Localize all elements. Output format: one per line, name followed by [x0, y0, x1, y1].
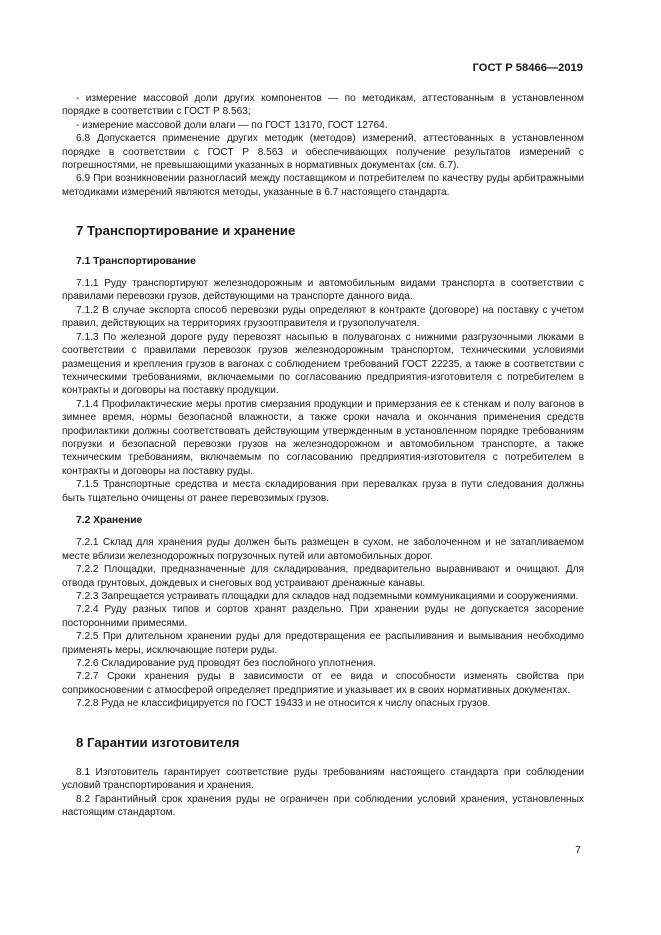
page-number: 7 — [575, 844, 581, 856]
document-header: ГОСТ Р 58466—2019 — [472, 62, 583, 74]
subsection-heading: 7.2 Хранение — [76, 514, 143, 526]
paragraph: 7.1.2 В случае экспорта способ перевозки руды определяют в контракте (договоре) на поставку с учетом правил, действующих на территориях грузоотправителя и грузополучателя. — [62, 304, 584, 330]
paragraph: 7.2.7 Сроки хранения руды в зависимости от ее вида и способности изменять свойства при соприкосновении с атмосферой определяет предприятие и указывает их в своих нормативных документах. — [62, 671, 584, 696]
paragraph: 7.1.1 Руду транспортируют железнодорожным и автомобильным видами транспорта в соответствии с правилами перевозки грузов, действующими на транспорте данного вида. — [62, 278, 584, 303]
paragraph: - измерение массовой доли влаги — по ГОСТ 13170, ГОСТ 12764. — [76, 119, 388, 131]
paragraph: 7.1.3 По железной дороге руду перевозят насыпью в полувагонах с нижними разгрузочными люками в соответствии с правилами перевозок грузов железнодорожным транспортом, техническими условиями размещения и крепления грузов в вагонах с соблюдением требований ГОСТ 22235, а также в соответствии с техническими требованиями, включаемыми по согласованию предприятия-изготовителя с потребителем в контракты и договоры на поставку продукции. — [62, 331, 584, 397]
paragraph: 7.2.5 При длительном хранении руды для предотвращения ее распыливания и вымывания необходимо применять меры, исключающие потери руды. — [62, 631, 584, 656]
paragraph: - измерение массовой доли других компонентов — по методикам, аттестованным в установленном порядке в соответствии с ГОСТ Р 8.563; — [62, 93, 584, 118]
paragraph: 6.9 При возникновении разногласий между поставщиком и потребителем по качеству руды арбитражными методиками измерений являются методы, указанные в 6.7 настоящего стандарта. — [62, 173, 584, 198]
paragraph: 7.2.6 Складирование руд проводят без послойного уплотнения. — [76, 658, 376, 670]
paragraph: 8.2 Гарантийный срок хранения руды не ограничен при соблюдении условий хранения, установленных настоящим стандартом. — [62, 793, 584, 819]
subsection-heading: 7.1 Транспортирование — [76, 255, 196, 267]
paragraph: 7.1.4 Профилактические меры против смерзания продукции и примерзания ее к стенкам и полу вагонов в зимнее время, нормы безопасной влажности, а также сроки начала и окончания применения средств профилактики должны соответствовать действующим утвержденным в установленном порядке требованиям погрузки и безопасной перевозки грузов на железнодорожном и автомобильном транспорте, а также техническим требованиям, включаемым по согласованию предприятия-изготовителя с потребителем в контракты и договоры на поставку руды. — [62, 398, 584, 477]
paragraph: 7.2.8 Руда не классифицируется по ГОСТ 19433 и не относится к числу опасных грузов. — [76, 698, 491, 710]
section-heading: 8 Гарантии изготовителя — [76, 734, 240, 750]
page-body — [62, 92, 584, 820]
paragraph: 7.2.2 Площадки, предназначенные для складирования, предварительно выравнивают и очищают. Для отвода грунтовых, дождевых и снеговых вод устраивают дренажные канавы. — [62, 564, 584, 589]
paragraph: 6.8 Допускается применение других методик (методов) измерений, аттестованных в установленном порядке в соответствии с ГОСТ Р 8.563 и обеспечивающих получение результатов измерений с погрешностями, не превышающими указанных в нормативных документах (см. 6.7). — [62, 133, 584, 172]
paragraph: 7.2.1 Склад для хранения руды должен быть размещен в сухом, не заболоченном и не затапливаемом месте вблизи железнодорожных погрузочных путей или автомобильных дорог. — [62, 537, 584, 562]
section-heading: 7 Транспортирование и хранение — [76, 223, 296, 239]
paragraph: 8.1 Изготовитель гарантирует соответствие руды требованиям настоящего стандарта при соблюдении условий транспортирования и хранения. — [62, 767, 584, 792]
paragraph: 7.2.3 Запрещается устраивать площадки для складов над подземными коммуникациями и сооружениями. — [76, 591, 579, 602]
paragraph: 7.2.4 Руду разных типов и сортов хранят раздельно. При хранении руды не допускается засорение посторонними примесями. — [62, 604, 584, 629]
paragraph: 7.1.5 Транспортные средства и места складирования при перевалках груза в пути следования должны быть тщательно очищены от ранее перевозимых грузов. — [62, 479, 584, 504]
